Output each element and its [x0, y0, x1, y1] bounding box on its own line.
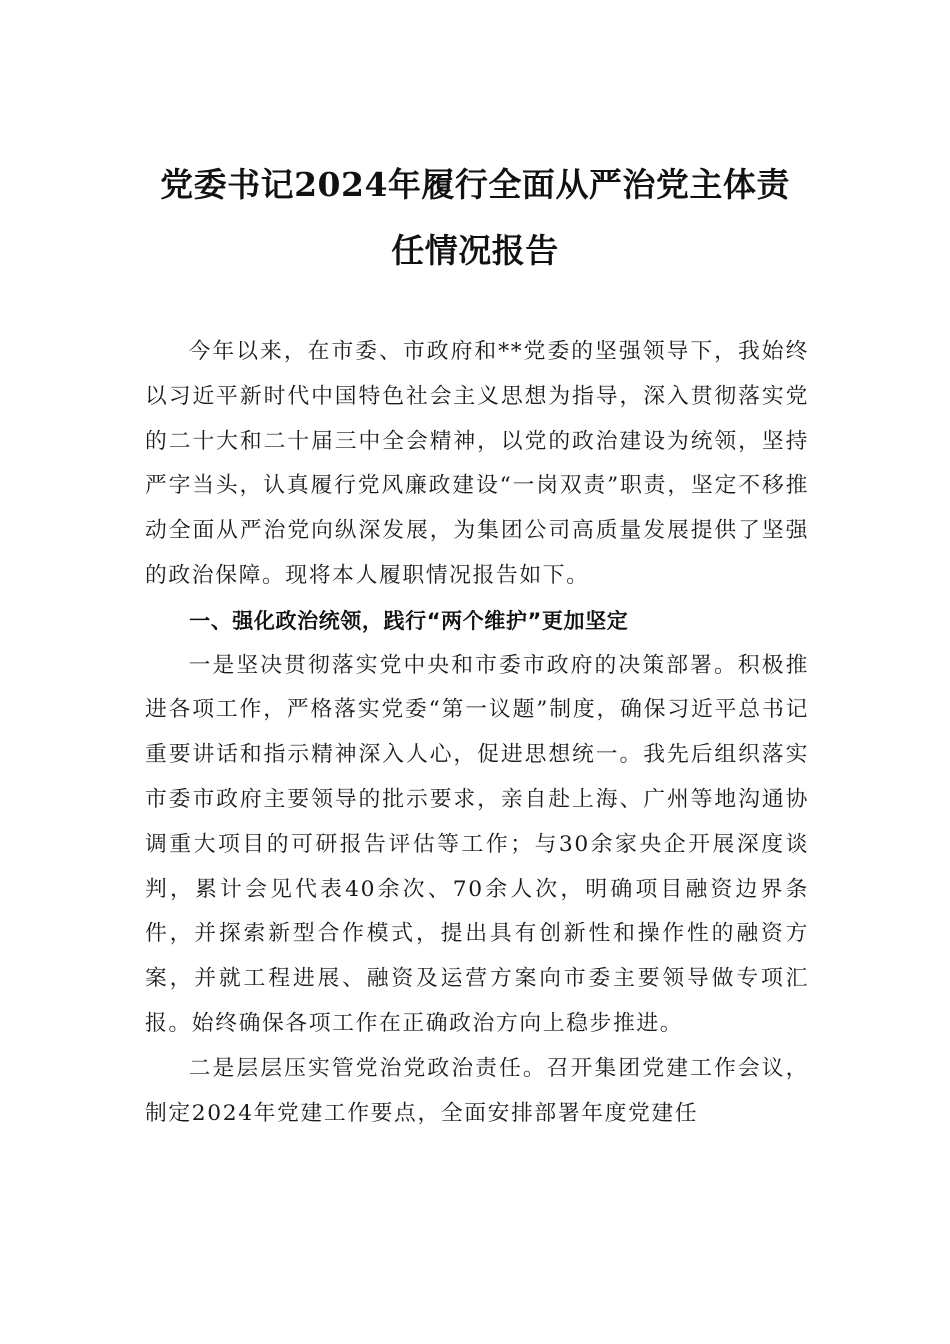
body-paragraph-1: 一是坚决贯彻落实党中央和市委市政府的决策部署。积极推进各项工作，严格落实党委“第一议题”制度，确保习近平总书记重要讲话和指示精神深入人心，促进思想统一。我先后组织落实市委市政府主要领导的批示要求，亲自赴上海、广州等地沟通协调重大项目的可研报告评估等工作；与30余家央企开展深度谈判，累计会见代表40余次、70余人次，明确项目融资边界条件，并探索新型合作模式，提出具有创新性和操作性的融资方案，并就工程进展、融资及运营方案向市委主要领导做专项汇报。始终确保各项工作在正确政治方向上稳步推进。 [145, 652, 809, 1036]
title-line-2: 任情况报告 [391, 231, 559, 270]
body-paragraph-2: 二是层层压实管党治党政治责任。召开集团党建工作会议，制定2024年党建工作要点，全面安排部署年度党建任 [145, 1055, 809, 1126]
document-body [145, 330, 809, 1136]
intro-paragraph: 今年以来，在市委、市政府和**党委的坚强领导下，我始终以习近平新时代中国特色社会主义思想为指导，深入贯彻落实党的二十大和二十届三中全会精神，以党的政治建设为统领，坚持严字当头，认真履行党风廉政建设“一岗双责”职责，坚定不移推动全面从严治党向纵深发展，为集团公司高质量发展提供了坚强的政治保障。现将本人履职情况报告如下。 [145, 339, 809, 588]
section-heading: 一、强化政治统领，践行“两个维护”更加坚定 [189, 608, 629, 633]
document-title [143, 152, 807, 284]
title-line-1: 党委书记2024年履行全面从严治党主体责 [160, 165, 790, 204]
